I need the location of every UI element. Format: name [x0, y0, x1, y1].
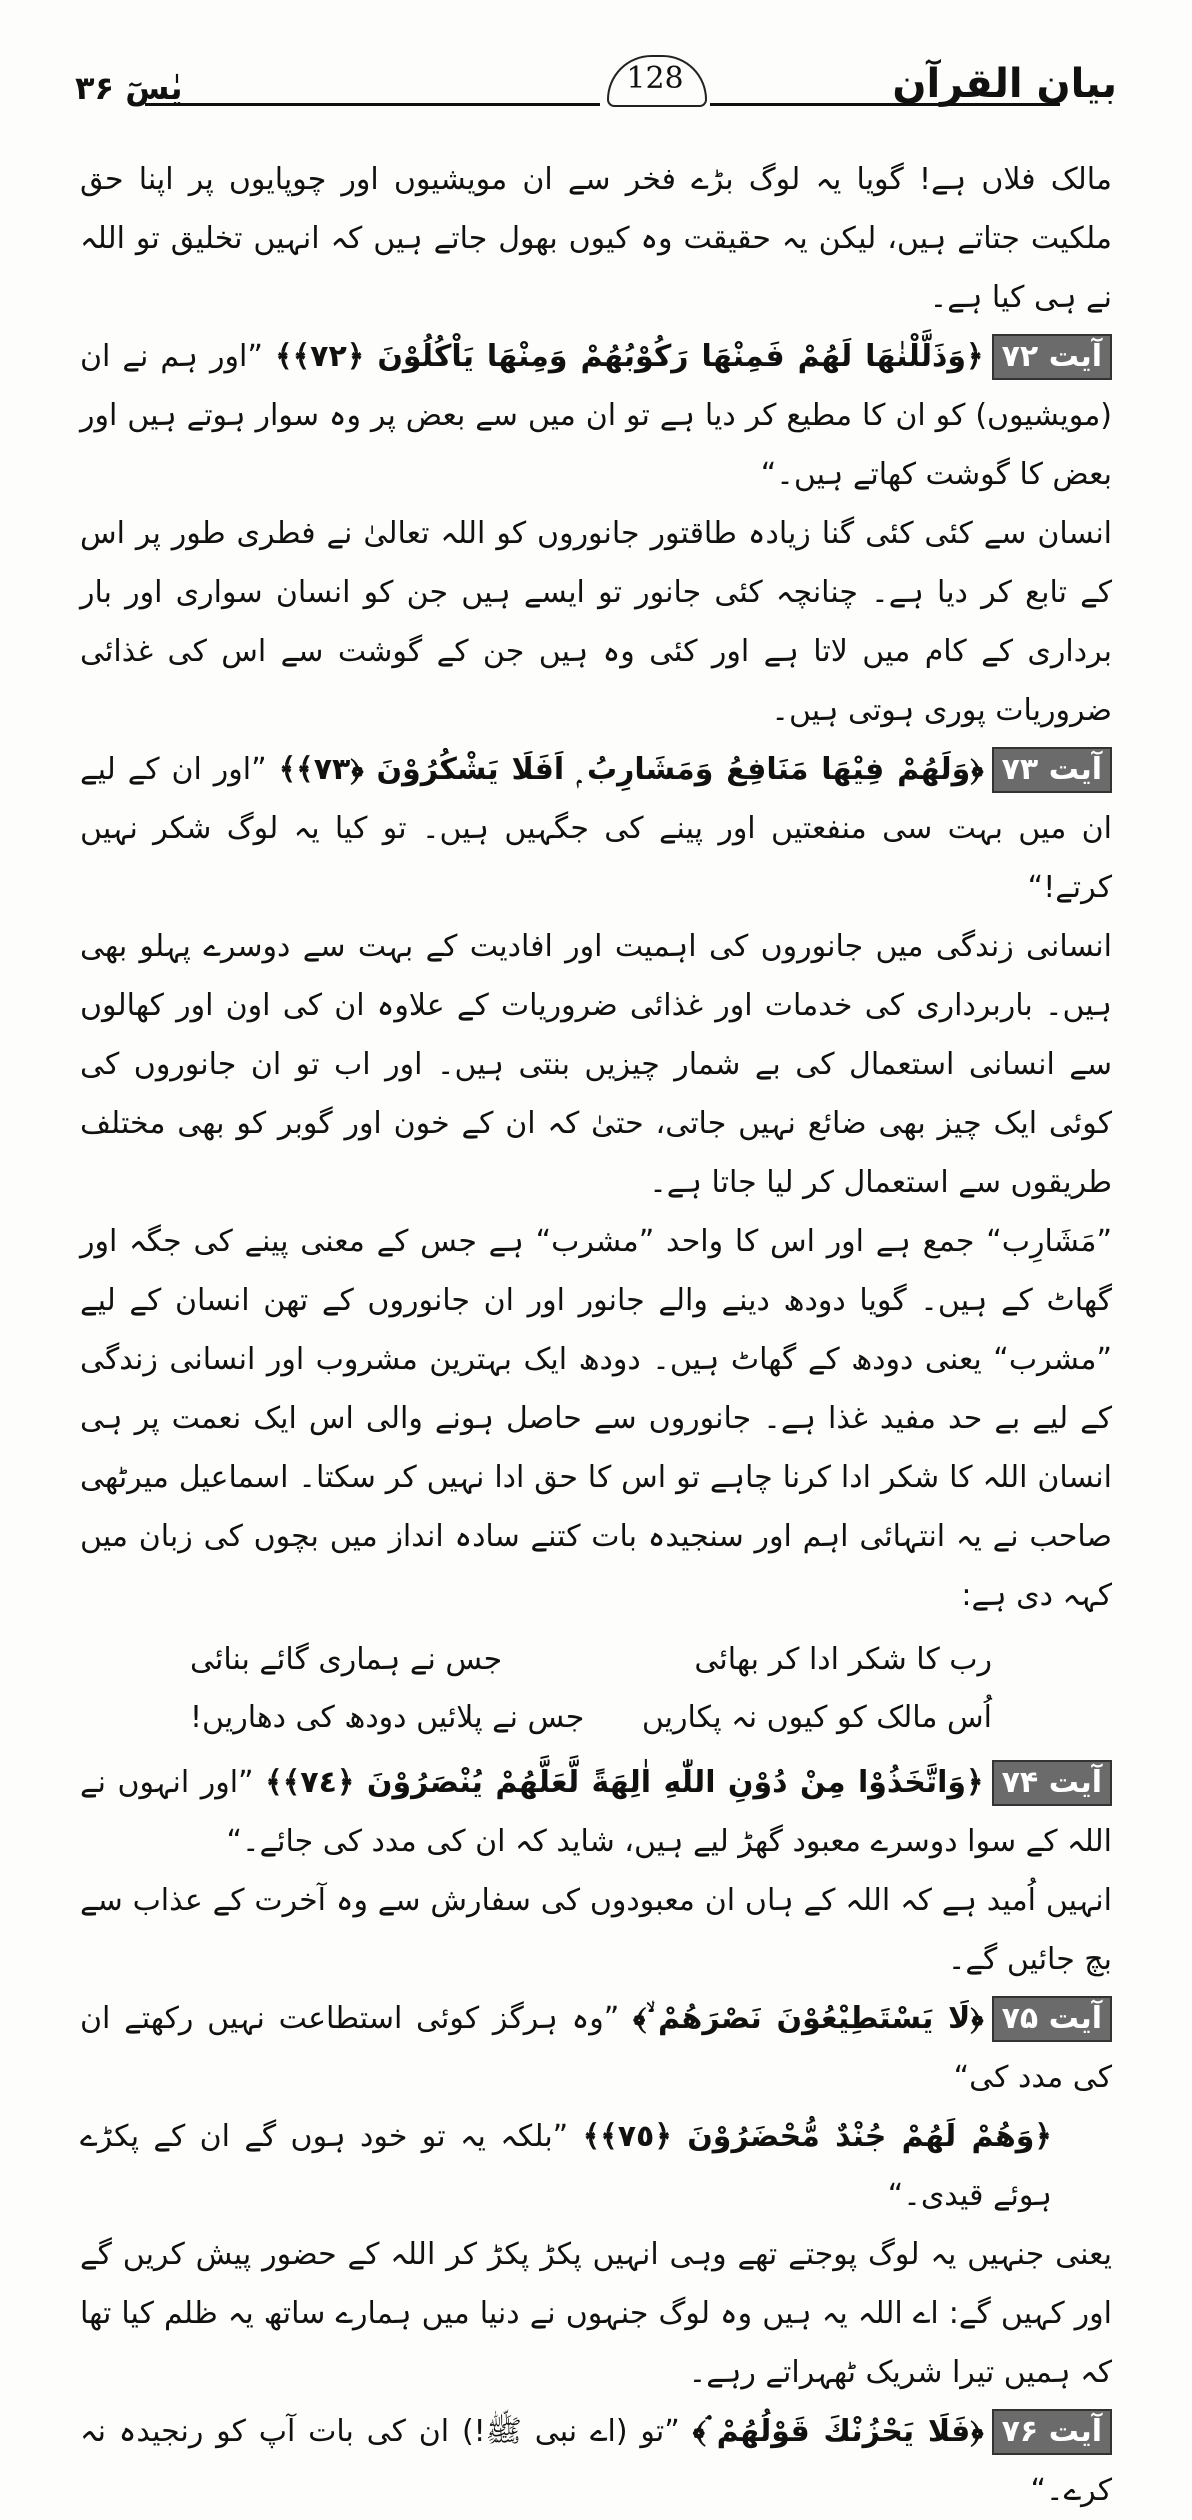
paragraph: انسان سے کئی کئی گنا زیادہ طاقتور جانوروں کو اللہ تعالیٰ نے فطری طور پر اس کے تابع کر دیا ہے۔ چنانچہ کئی جانور تو ایسے ہیں جن کو انسان سواری اور بار برداری کے کام میں لاتا ہے اور کئی وہ ہیں جن کے گوشت سے اس کی غذائی ضروریات پوری ہوتی ہیں۔ — [80, 516, 1112, 728]
arabic-verse: ﴿فَلَا يَحْزُنْكَ قَوْلُهُمْ ۘ﴾ — [692, 2414, 984, 2449]
verse-number-label: آیت ۷۳ — [992, 747, 1112, 793]
paragraph: انسانی زندگی میں جانوروں کی اہمیت اور افادیت کے بہت سے دوسرے پہلو بھی ہیں۔ باربرداری کی خدمات اور غذائی ضروریات کے علاوہ ان کی اون اور کھالوں سے انسانی استعمال کی بے شمار چیزیں بنتی ہیں۔ اور اب تو ان جانوروں کی کوئی ایک چیز بھی ضائع نہیں جاتی، حتیٰ کہ ان کے خون اور گوبر کو بھی مختلف طریقوں سے استعمال کر لیا جاتا ہے۔ — [80, 929, 1112, 1200]
verse-number-label: آیت ۷۲ — [992, 334, 1112, 380]
poem-line — [80, 1631, 1112, 1689]
verse-block — [80, 2402, 1112, 2520]
book-title: بیان القرآن — [892, 61, 1117, 107]
verse-translation: ”اور ان کے لیے ان میں بہت سی منفعتیں اور پینے کی جگہیں ہیں۔ تو کیا یہ لوگ شکر نہیں کرتے!“ — [80, 752, 1112, 905]
paragraph: یعنی جنہیں یہ لوگ پوجتے تھے وہی انہیں پکڑ پکڑ کر اللہ کے حضور پیش کریں گے اور کہیں گے: اے اللہ یہ ہیں وہ لوگ جنہوں نے دنیا میں ہمارے ساتھ یہ ظلم کیا تھا کہ ہمیں تیرا شریک ٹھہراتے رہے۔ — [80, 2237, 1112, 2390]
arabic-verse: ﴿وَهُمْ لَهُمْ جُنْدٌ مُّحْضَرُوْنَ ﴿٧٥﴾﴾ — [582, 2119, 1052, 2154]
paragraph: مالک فلاں ہے! گویا یہ لوگ بڑے فخر سے ان مویشیوں اور چوپایوں پر اپنا حق ملکیت جتاتے ہیں، لیکن یہ حقیقت وہ کیوں بھول جاتے ہیں کہ انہیں تخلیق تو اللہ نے ہی کیا ہے۔ — [80, 162, 1112, 315]
poem-hemistich-right: رب کا شکر ادا کر بھائی — [694, 1642, 992, 1677]
verse-block — [80, 740, 1112, 917]
verse-translation: ”اور انہوں نے اللہ کے سوا دوسرے معبود گھڑ لیے ہیں، شاید کہ ان کی مدد کی جائے۔“ — [80, 1765, 1112, 1859]
page-content — [80, 150, 1112, 2520]
verse-number-label: آیت ۷۵ — [992, 1996, 1112, 2042]
verse-block — [80, 2107, 1112, 2225]
poem — [80, 1631, 1112, 1747]
verse-block — [80, 1989, 1112, 2107]
poem-hemistich-right: اُس مالک کو کیوں نہ پکاریں — [641, 1700, 992, 1735]
header-rule-left — [145, 103, 600, 106]
verse-block — [80, 327, 1112, 504]
arabic-verse: ﴿وَاتَّخَذُوْا مِنْ دُوْنِ اللّٰهِ اٰلِهَةً لَّعَلَّهُمْ يُنْصَرُوْنَ ﴿٧٤﴾﴾ — [265, 1765, 984, 1800]
verse-translation: ”اور ہم نے ان (مویشیوں) کو ان کا مطیع کر دیا ہے تو ان میں سے بعض پر وہ سوار ہوتے ہیں اور بعض کا گوشت کھاتے ہیں۔“ — [80, 339, 1112, 492]
poem-hemistich-left: جس نے پلائیں دودھ کی دھاریں! — [190, 1700, 585, 1735]
arabic-verse: ﴿وَلَهُمْ فِيْهَا مَنَافِعُ وَمَشَارِبُ ۭ اَفَلَا يَشْكُرُوْنَ ﴿٧٣﴾﴾ — [278, 752, 984, 787]
poem-line — [80, 1689, 1112, 1747]
verse-number-label: آیت ۷۶ — [992, 2409, 1112, 2455]
paragraph: ”مَشَارِب“ جمع ہے اور اس کا واحد ”مشرب“ ہے جس کے معنی پینے کی جگہ اور گھاٹ کے ہیں۔ گویا دودھ دینے والے جانور اور ان جانوروں کے تھن انسان کے لیے ”مشرب“ یعنی دودھ کے گھاٹ ہیں۔ دودھ ایک بہترین مشروب اور انسانی زندگی کے لیے بے حد مفید غذا ہے۔ جانوروں سے حاصل ہونے والی اس ایک نعمت پر ہی انسان اللہ کا شکر ادا کرنا چاہے تو اس کا حق ادا نہیں کر سکتا۔ اسماعیل میرٹھی صاحب نے یہ انتہائی اہم اور سنجیدہ بات کتنے سادہ انداز میں بچوں کی زبان میں کہہ دی ہے: — [80, 1224, 1112, 1613]
verse-translation: ”بلکہ یہ تو خود ہوں گے ان کے پکڑے ہوئے قیدی۔“ — [80, 2119, 1052, 2213]
arabic-verse: ﴿لَا يَسْتَطِيْعُوْنَ نَصْرَهُمْ ۙ﴾ — [633, 2001, 984, 2036]
verse-translation: ”تو (اے نبی ﷺ!) ان کی بات آپ کو رنجیدہ نہ کرے۔“ — [80, 2414, 1112, 2508]
surah-reference: یٰسٓ ۳۶ — [75, 69, 183, 107]
arabic-verse: ﴿وَذَلَّلْنٰهَا لَهُمْ فَمِنْهَا رَكُوْبُهُمْ وَمِنْهَا يَاْكُلُوْنَ ﴿٧٢﴾﴾ — [274, 339, 984, 374]
verse-translation: ”وہ ہرگز کوئی استطاعت نہیں رکھتے ان کی مدد کی“ — [80, 2001, 1112, 2095]
verse-block — [80, 1753, 1112, 1871]
paragraph: انہیں اُمید ہے کہ اللہ کے ہاں ان معبودوں کی سفارش سے وہ آخرت کے عذاب سے بچ جائیں گے۔ — [80, 1883, 1112, 1977]
page-header — [75, 55, 1117, 125]
poem-hemistich-left: جس نے ہماری گائے بنائی — [190, 1642, 503, 1677]
page-number: 128 — [626, 61, 684, 96]
verse-number-label: آیت ۷۴ — [992, 1760, 1112, 1806]
